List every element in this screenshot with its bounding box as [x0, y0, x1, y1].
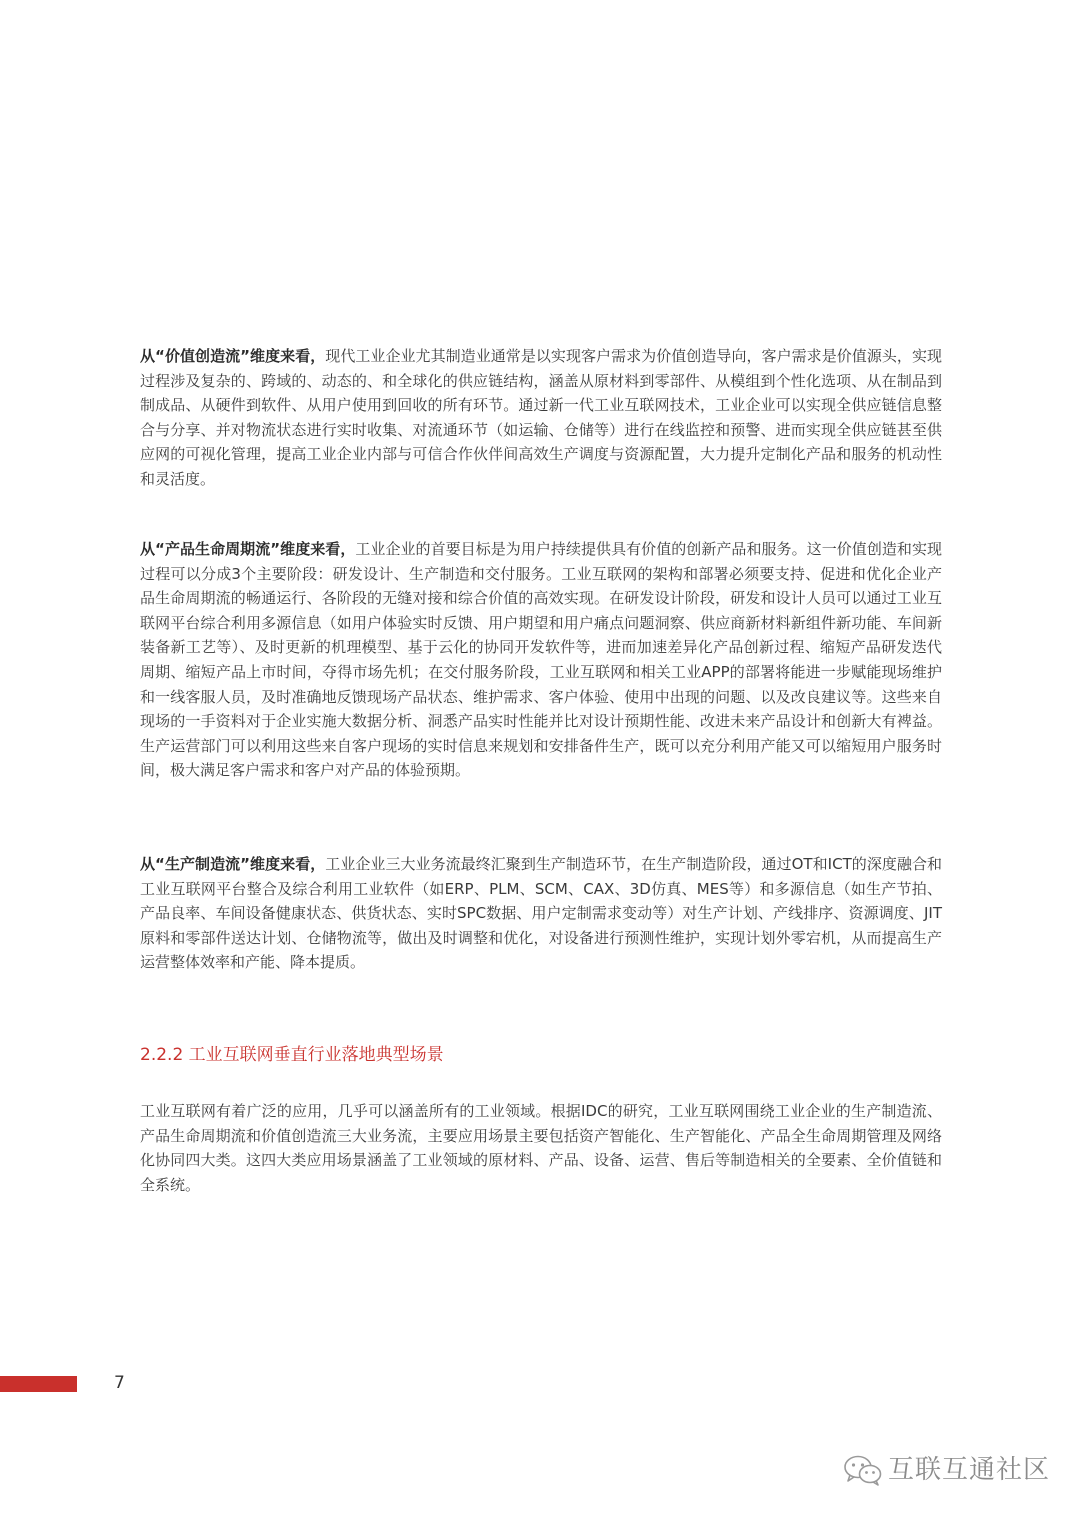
paragraph-lead: 从“价值创造流”维度来看， — [140, 347, 326, 365]
section-paragraph: 工业互联网有着广泛的应用，几乎可以涵盖所有的工业领域。根据IDC的研究，工业互联网围绕工业企业的生产制造流、产品生命周期流和价值创造流三大业务流，主要应用场景主要包括资产智能化、生产智能化、产品全生命周期管理及网络化协同四大类。这四大类应用场景涵盖了工业领域的原材料、产品、设备、运营、售后等制造相关的全要素、全价值链和全系统。 — [140, 1102, 942, 1194]
paragraph-lead: 从“生产制造流”维度来看， — [140, 855, 326, 873]
paragraph-lead: 从“产品生命周期流”维度来看， — [140, 540, 356, 558]
watermark-text: 互联互通社区 — [888, 1455, 1051, 1485]
paragraph-body: 工业企业三大业务流最终汇聚到生产制造环节，在生产制造阶段，通过OT和ICT的深度融合和工业互联网平台整合及综合利用工业软件（如ERP、PLM、SCM、CAX、3D仿真、MES等）和多源信息（如生产节拍、产品良率、车间设备健康状态、供货状态、实时SPC数据、用户定制需求变动等）对生产计划、产线排序、资源调度、JIT原料和零部件送达计划、仓储物流等，做出及时调整和优化，对设备进行预测性维护，实现计划外零宕机，从而提高生产运营整体效率和产能、降本提质。 — [140, 855, 942, 972]
watermark — [842, 1452, 1050, 1488]
wechat-icon — [842, 1453, 884, 1487]
page-accent-bar — [0, 1376, 77, 1392]
paragraph-product-lifecycle-flow — [140, 537, 942, 783]
paragraph-body: 工业企业的首要目标是为用户持续提供具有价值的创新产品和服务。这一价值创造和实现过程可以分成3个主要阶段：研发设计、生产制造和交付服务。工业互联网的架构和部署必须要支持、促进和优化企业产品生命周期流的畅通运行、各阶段的无缝对接和综合价值的高效实现。在研发设计阶段，研发和设计人员可以通过工业互联网平台综合利用多源信息（如用户体验实时反馈、用户期望和用户痛点问题洞察、供应商新材料新组件新功能、车间新装备新工艺等）、及时更新的机理模型、基于云化的协同开发软件等，进而加速差异化产品创新过程、缩短产品研发迭代周期、缩短产品上市时间，夺得市场先机；在交付服务阶段，工业互联网和相关工业APP的部署将能进一步赋能现场维护和一线客服人员，及时准确地反馈现场产品状态、维护需求、客户体验、使用中出现的问题、以及改良建议等。这些来自现场的一手资料对于企业实施大数据分析、洞悉产品实时性能并比对设计预期性能、改进未来产品设计和创新大有裨益。生产运营部门可以利用这些来自客户现场的实时信息来规划和安排备件生产，既可以充分利用产能又可以缩短用户服务时间，极大满足客户需求和客户对产品的体验预期。 — [140, 540, 942, 780]
page-number: 7 — [114, 1373, 125, 1393]
section-heading: 2.2.2 工业互联网垂直行业落地典型场景 — [140, 1045, 444, 1065]
paragraph-value-creation-flow — [140, 344, 942, 492]
paragraph-production-flow — [140, 852, 942, 975]
paragraph-body: 现代工业企业尤其制造业通常是以实现客户需求为价值创造导向，客户需求是价值源头，实现过程涉及复杂的、跨域的、动态的、和全球化的供应链结构，涵盖从原材料到零部件、从模组到个性化选项、从在制品到制成品、从硬件到软件、从用户使用到回收的所有环节。通过新一代工业互联网技术，工业企业可以实现全供应链信息整合与分享、并对物流状态进行实时收集、对流通环节（如运输、仓储等）进行在线监控和预警、进而实现全供应链甚至供应网的可视化管理，提高工业企业内部与可信合作伙伴间高效生产调度与资源配置，大力提升定制化产品和服务的机动性和灵活度。 — [140, 347, 942, 488]
